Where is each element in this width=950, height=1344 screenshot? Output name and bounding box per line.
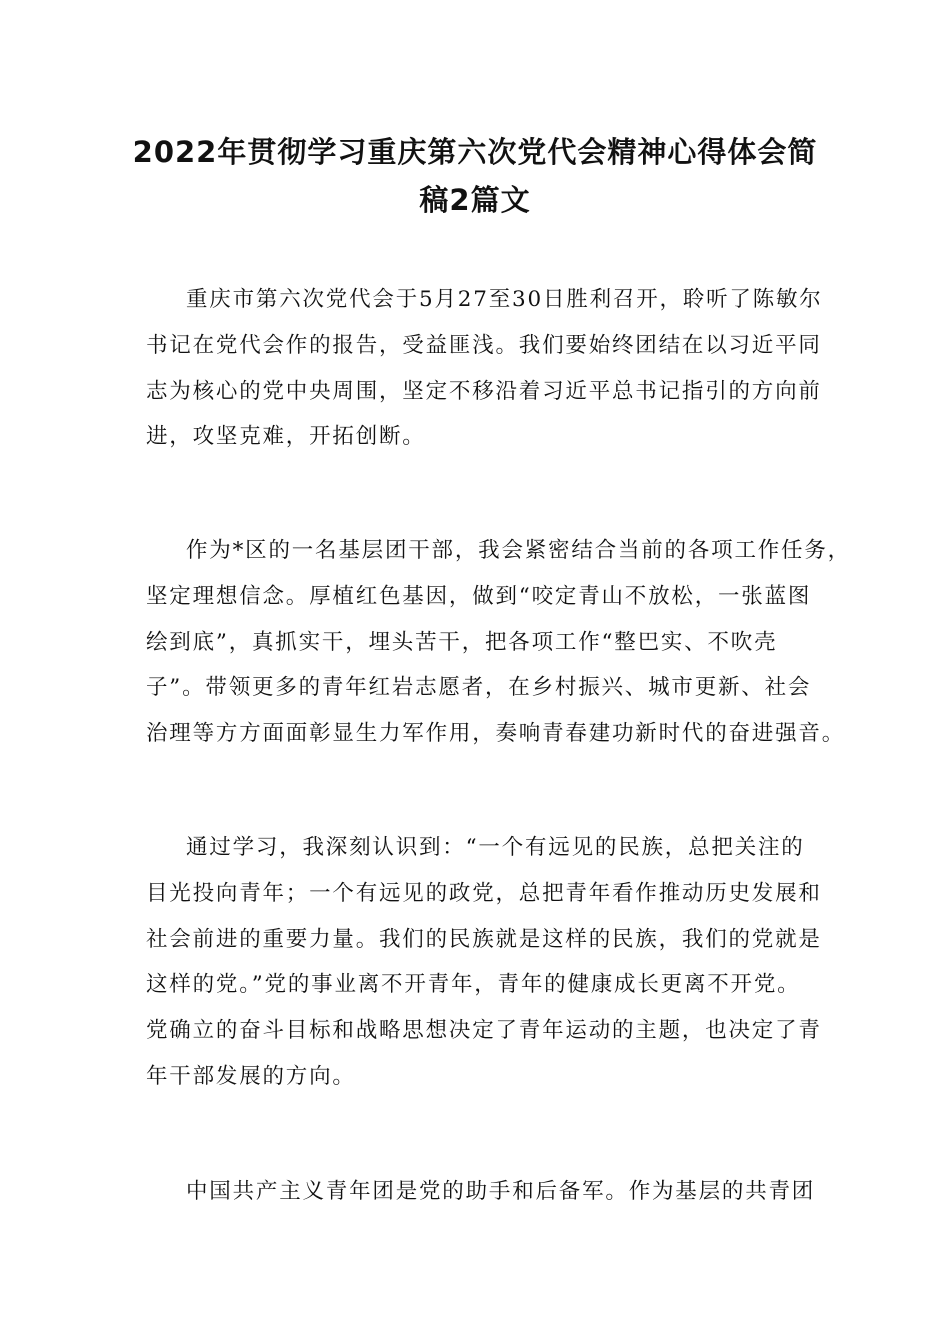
paragraph-line: 志为核心的党中央周围，坚定不移沿着习近平总书记指引的方向前 bbox=[146, 378, 822, 404]
paragraph-line: 进，攻坚克难，开拓创断。 bbox=[146, 424, 426, 450]
paragraph-line: 社会前进的重要力量。我们的民族就是这样的民族，我们的党就是 bbox=[146, 926, 822, 952]
paragraph-4 bbox=[146, 1169, 814, 1215]
paragraph-line: 坚定理想信念。厚植红色基因，做到“咬定青山不放松，一张蓝图 bbox=[146, 583, 812, 609]
paragraph-3 bbox=[146, 825, 822, 1100]
paragraph-line: 作为*区的一名基层团干部，我会紧密结合当前的各项工作任务， bbox=[186, 538, 851, 563]
paragraph-line: 子”。带领更多的青年红岩志愿者，在乡村振兴、城市更新、社会 bbox=[146, 675, 812, 701]
paragraph-2 bbox=[146, 528, 851, 757]
paragraph-line: 治理等方方面面彰显生力军作用，奏响青春建功新时代的奋进强音。 bbox=[146, 721, 846, 747]
paragraph-line: 书记在党代会作的报告，受益匪浅。我们要始终团结在以习近平同 bbox=[146, 332, 822, 358]
paragraph-line: 中国共产主义青年团是党的助手和后备军。作为基层的共青团 bbox=[186, 1179, 816, 1204]
paragraph-line: 目光投向青年；一个有远见的政党，总把青年看作推动历史发展和 bbox=[146, 880, 822, 906]
paragraph-1 bbox=[146, 277, 823, 460]
paragraph-line: 绘到底”，真抓实干，埋头苦干，把各项工作“整巴实、不吹壳 bbox=[146, 629, 778, 655]
document-title-line-2: 稿2篇文 bbox=[419, 183, 531, 217]
paragraph-line: 重庆市第六次党代会于5月27至30日胜利召开，聆听了陈敏尔 bbox=[186, 287, 823, 312]
document-title-line-1: 2022年贯彻学习重庆第六次党代会精神心得体会简 bbox=[132, 135, 818, 169]
paragraph-line: 年干部发展的方向。 bbox=[146, 1063, 356, 1089]
paragraph-line: 党确立的奋斗目标和战略思想决定了青年运动的主题，也决定了青 bbox=[146, 1018, 822, 1044]
paragraph-line: 通过学习，我深刻认识到：“一个有远见的民族，总把关注的 bbox=[186, 835, 805, 860]
paragraph-line: 这样的党。”党的事业离不开青年，青年的健康成长更离不开党。 bbox=[146, 972, 801, 998]
